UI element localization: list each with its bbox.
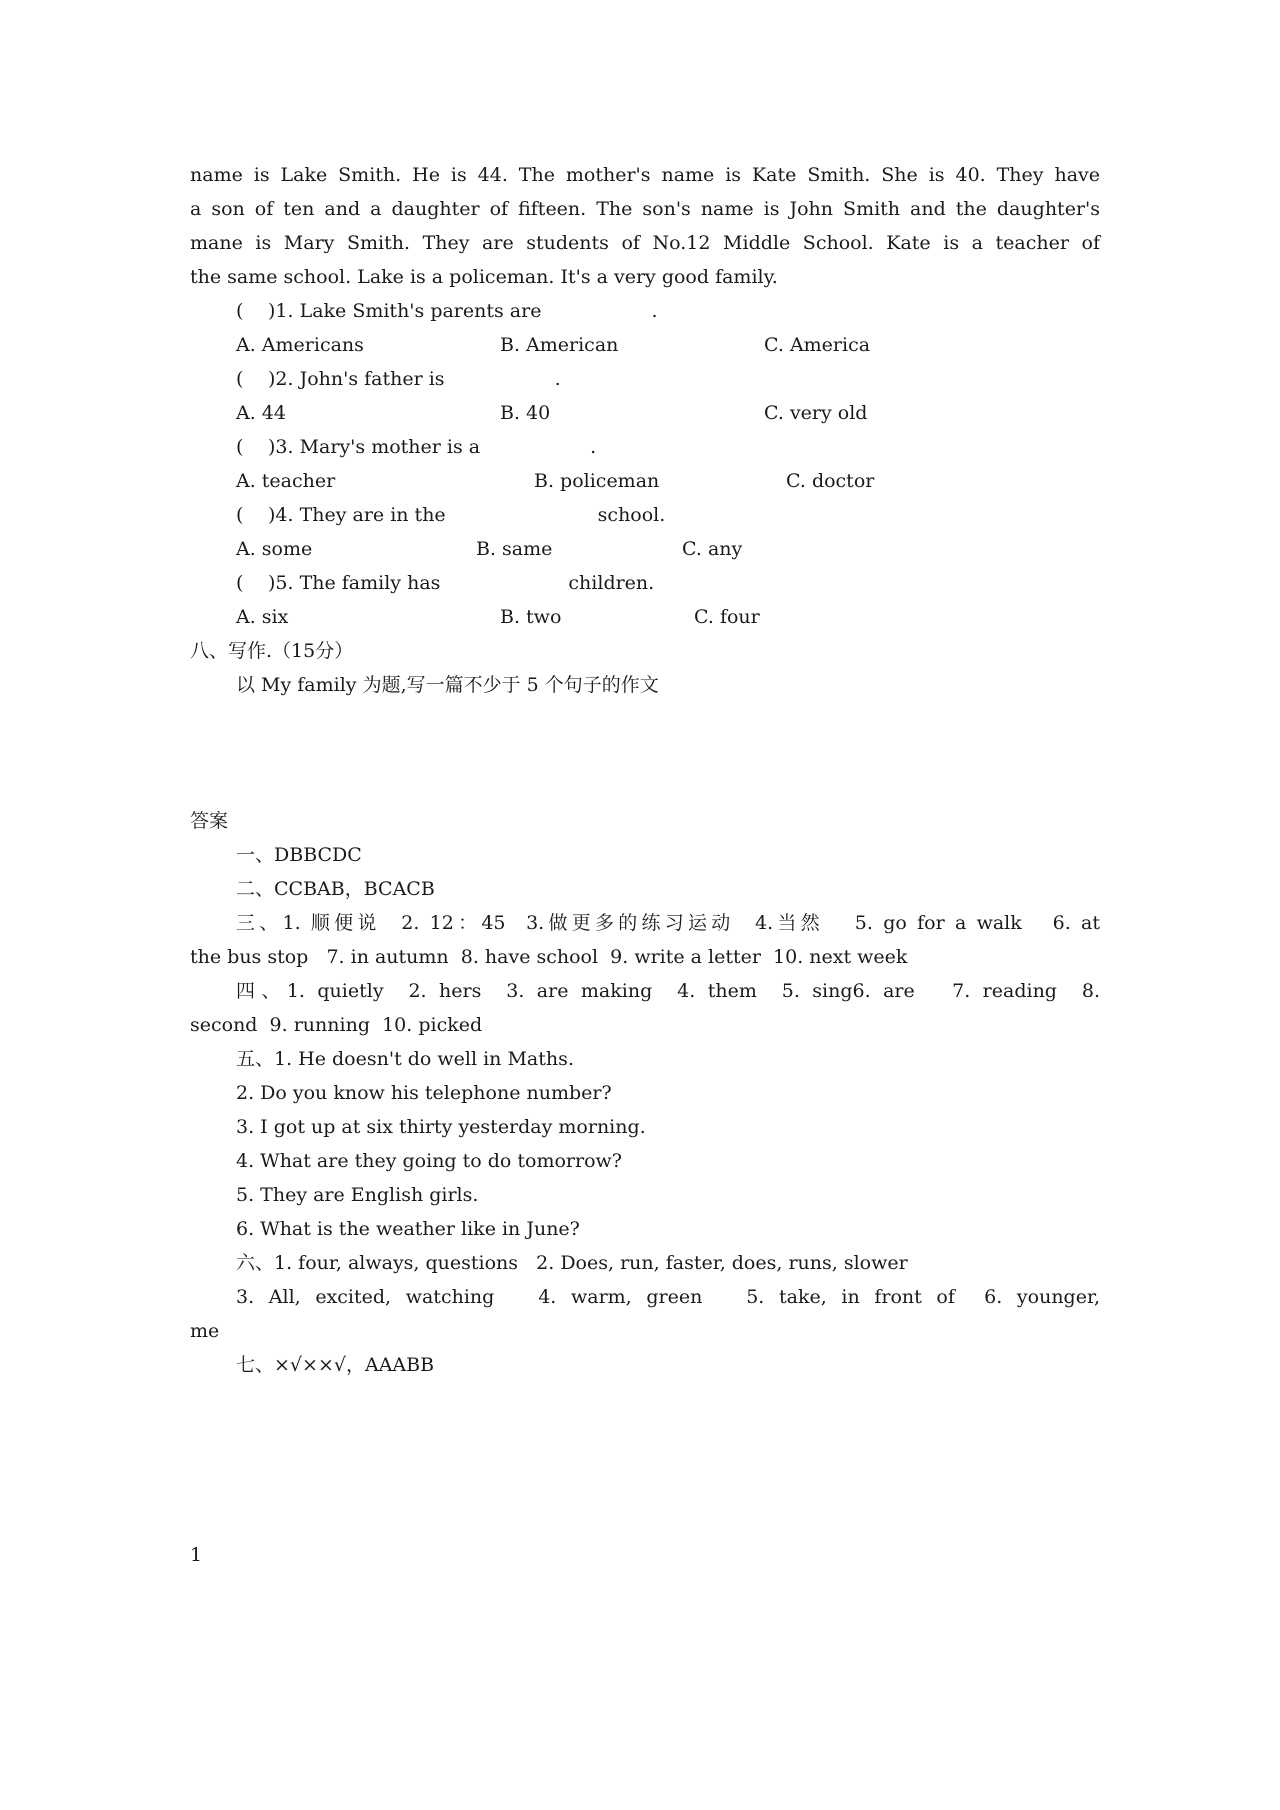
question-text: )3. Mary's mother is a bbox=[268, 436, 481, 458]
answer-heading: 答案 bbox=[190, 810, 229, 832]
question-text: )5. The family has bbox=[268, 572, 441, 594]
reading-passage bbox=[190, 158, 1100, 294]
writing-prompt: 以 My family 为题,写一篇不少于 5 个句子的作文 bbox=[236, 674, 659, 696]
question-options bbox=[190, 328, 1100, 362]
question-options bbox=[190, 464, 1100, 498]
answer-blank bbox=[541, 294, 651, 328]
answer-blank bbox=[446, 498, 598, 532]
answer-section-1: 一、DBBCDC bbox=[236, 844, 362, 866]
blank-writing-space bbox=[190, 702, 1100, 804]
option-a: A. 44 bbox=[236, 402, 286, 424]
question-stem bbox=[190, 362, 1100, 396]
option-c: C. doctor bbox=[786, 470, 875, 492]
answer-blank bbox=[445, 362, 555, 396]
question-text-end: school. bbox=[597, 504, 666, 526]
question-text-end: . bbox=[554, 368, 561, 390]
option-b: B. American bbox=[500, 334, 619, 356]
question-text-end: children. bbox=[568, 572, 655, 594]
answer-section-6: 六、1. four, always, questions 2. Does, run, faster, does, runs, slower bbox=[236, 1252, 908, 1274]
answer-section-6-end: me bbox=[190, 1320, 220, 1342]
passage-line: a son of ten and a daughter of fifteen. The son's name is John Smith and the daughter's bbox=[190, 198, 1100, 220]
answer-section-4: 四、1. quietly 2. hers 3. are making 4. them 5. sing6. are 7. reading 8. bbox=[236, 980, 1100, 1002]
answer-paren: ( bbox=[236, 368, 244, 390]
answer-section-5-item: 5. They are English girls. bbox=[236, 1184, 479, 1206]
option-b: B. two bbox=[500, 606, 562, 628]
question-list bbox=[190, 294, 1100, 634]
passage-line: name is Lake Smith. He is 44. The mother's name is Kate Smith. She is 40. They have bbox=[190, 164, 1100, 186]
answer-section-5-item: 2. Do you know his telephone number? bbox=[236, 1082, 612, 1104]
answer-section-6-cont: 3. All, excited, watching 4. warm, green 5. take, in front of 6. younger, bbox=[236, 1286, 1100, 1308]
answer-key bbox=[190, 804, 1100, 1382]
answer-paren: ( bbox=[236, 504, 244, 526]
answer-paren: ( bbox=[236, 572, 244, 594]
question-stem bbox=[190, 430, 1100, 464]
question-stem bbox=[190, 498, 1100, 532]
question-text-end: . bbox=[651, 300, 658, 322]
passage-line: the same school. Lake is a policeman. It's a very good family. bbox=[190, 266, 778, 288]
answer-section-4-cont: second 9. running 10. picked bbox=[190, 1014, 483, 1036]
question-text: )1. Lake Smith's parents are bbox=[268, 300, 542, 322]
option-c: C. America bbox=[764, 334, 871, 356]
question-text-end: . bbox=[590, 436, 597, 458]
answer-blank bbox=[480, 430, 590, 464]
answer-section-3: 三、1. 顺便说 2. 12：45 3.做更多的练习运动 4.当然 5. go for a walk 6. at bbox=[236, 912, 1100, 934]
question-stem bbox=[190, 294, 1100, 328]
question-stem bbox=[190, 566, 1100, 600]
question-text: )4. They are in the bbox=[268, 504, 446, 526]
option-a: A. teacher bbox=[236, 470, 336, 492]
page-number: 1 bbox=[190, 1544, 203, 1566]
section-heading: 八、写作.（15分） bbox=[190, 640, 354, 662]
option-c: C. four bbox=[694, 606, 760, 628]
option-b: B. policeman bbox=[534, 470, 660, 492]
question-options bbox=[190, 600, 1100, 634]
answer-section-5-item: 6. What is the weather like in June? bbox=[236, 1218, 580, 1240]
answer-section-2: 二、CCBAB，BCACB bbox=[236, 878, 435, 900]
option-c: C. any bbox=[682, 538, 743, 560]
option-b: B. 40 bbox=[500, 402, 551, 424]
question-text: )2. John's father is bbox=[268, 368, 445, 390]
answer-paren: ( bbox=[236, 300, 244, 322]
answer-section-5-item: 3. I got up at six thirty yesterday morning. bbox=[236, 1116, 646, 1138]
option-b: B. same bbox=[476, 538, 553, 560]
answer-paren: ( bbox=[236, 436, 244, 458]
passage-line: mane is Mary Smith. They are students of No.12 Middle School. Kate is a teacher of bbox=[190, 232, 1100, 254]
option-a: A. some bbox=[236, 538, 313, 560]
option-a: A. six bbox=[236, 606, 289, 628]
question-options bbox=[190, 532, 1100, 566]
answer-section-5: 五、1. He doesn't do well in Maths. bbox=[236, 1048, 574, 1070]
answer-section-3-cont: the bus stop 7. in autumn 8. have school 9. write a letter 10. next week bbox=[190, 946, 908, 968]
option-a: A. Americans bbox=[236, 334, 364, 356]
question-options bbox=[190, 396, 1100, 430]
answer-section-7: 七、×√××√，AAABB bbox=[236, 1354, 435, 1376]
option-c: C. very old bbox=[764, 402, 868, 424]
answer-blank bbox=[440, 566, 568, 600]
writing-section bbox=[190, 634, 1100, 702]
document-page bbox=[190, 158, 1100, 1382]
answer-section-5-item: 4. What are they going to do tomorrow? bbox=[236, 1150, 622, 1172]
